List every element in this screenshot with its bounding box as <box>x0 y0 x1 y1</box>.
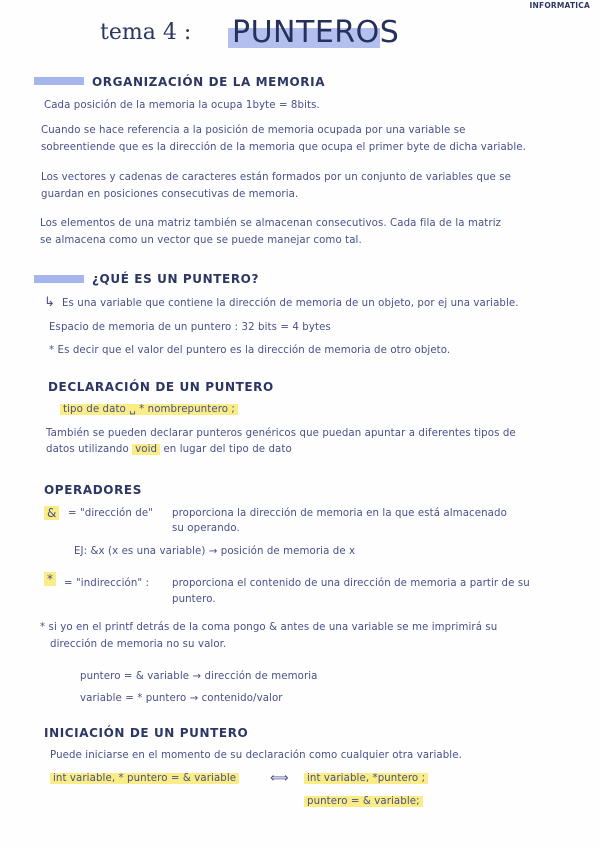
section-title-memoria: ORGANIZACIÓN DE LA MEMORIA <box>92 75 326 89</box>
printf-note-l1: * si yo en el printf detrás de la coma pongo & antes de una variable se me imprimirá su <box>40 622 498 633</box>
star-operator-desc2: puntero. <box>172 594 216 605</box>
section-title-iniciacion: INICIACIÓN DE UN PUNTERO <box>44 726 249 740</box>
section-title-operadores: OPERADORES <box>44 483 142 497</box>
star-operator-symbol: * <box>44 572 56 586</box>
tema-label: tema 4 : <box>100 20 192 45</box>
declaracion-l2-text-a: datos utilizando <box>46 444 129 455</box>
arrow-icon: ↳ <box>44 295 55 310</box>
init-code-combined: int variable, * puntero = & variable <box>50 773 239 784</box>
init-code-split-1: int variable, *puntero ; <box>304 773 428 784</box>
amp-operator-name: = "dirección de" <box>68 508 153 519</box>
amp-operator-desc1: proporciona la dirección de memoria en la que está almacenado <box>172 508 507 519</box>
equivalence-icon: ⟺ <box>270 771 289 786</box>
declaracion-l2-text-b: en lugar del tipo de dato <box>163 444 292 455</box>
memoria-p3b: guardan en posiciones consecutivas de memoria. <box>41 189 299 200</box>
puntero-l3: * Es decir que el valor del puntero es la dirección de memoria de otro objeto. <box>49 345 451 356</box>
puntero-l2: Espacio de memoria de un puntero : 32 bits = 4 bytes <box>49 322 331 333</box>
star-operator-desc1: proporciona el contenido de una dirección de memoria a partir de su <box>172 578 530 589</box>
operator-example-1: puntero = & variable → dirección de memoria <box>80 671 318 682</box>
memoria-p3a: Los vectores y cadenas de caracteres están formados por un conjunto de variables que se <box>41 172 512 183</box>
amp-operator-desc2: su operando. <box>172 523 240 534</box>
init-code-split-2: puntero = & variable; <box>304 796 423 807</box>
subject-label: INFORMATICA <box>529 1 590 10</box>
declaracion-l2 <box>46 444 292 455</box>
memoria-p4a: Los elementos de una matriz también se almacenan consecutivos. Cada fila de la matriz <box>40 218 502 229</box>
section-title-puntero: ¿QUÉ ES UN PUNTERO? <box>92 272 260 286</box>
star-operator-name: = "indirección" : <box>64 578 150 589</box>
amp-example: EJ: &x (x es una variable) → posición de memoria de x <box>74 546 356 557</box>
memoria-p2a: Cuando se hace referencia a la posición de memoria ocupada por una variable se <box>41 125 466 136</box>
memoria-p2b: sobreentiende que es la dirección de la memoria que ocupa el primer byte de dicha variable. <box>41 142 527 153</box>
void-keyword: void <box>132 444 160 455</box>
iniciacion-l1: Puede iniciarse en el momento de su declaración como cualquier otra variable. <box>50 750 462 761</box>
section-marker-puntero <box>34 275 84 283</box>
operator-example-2: variable = * puntero → contenido/valor <box>80 693 283 704</box>
declaration-syntax: tipo de dato ␣ * nombrepuntero ; <box>60 404 238 415</box>
puntero-l1: Es una variable que contiene la dirección de memoria de un objeto, por ej una variable. <box>62 298 519 309</box>
printf-note-l2: dirección de memoria no su valor. <box>50 639 227 650</box>
page-title: PUNTEROS <box>232 15 400 50</box>
declaracion-l1: También se pueden declarar punteros genéricos que puedan apuntar a diferentes tipos de <box>46 428 516 439</box>
section-title-declaracion: DECLARACIÓN DE UN PUNTERO <box>48 380 274 394</box>
amp-operator-symbol: & <box>44 506 59 520</box>
memoria-p1: Cada posición de la memoria la ocupa 1byte = 8bits. <box>44 100 320 111</box>
memoria-p4b: se almacena como un vector que se puede manejar como tal. <box>40 235 362 246</box>
section-marker-memoria <box>34 77 84 85</box>
